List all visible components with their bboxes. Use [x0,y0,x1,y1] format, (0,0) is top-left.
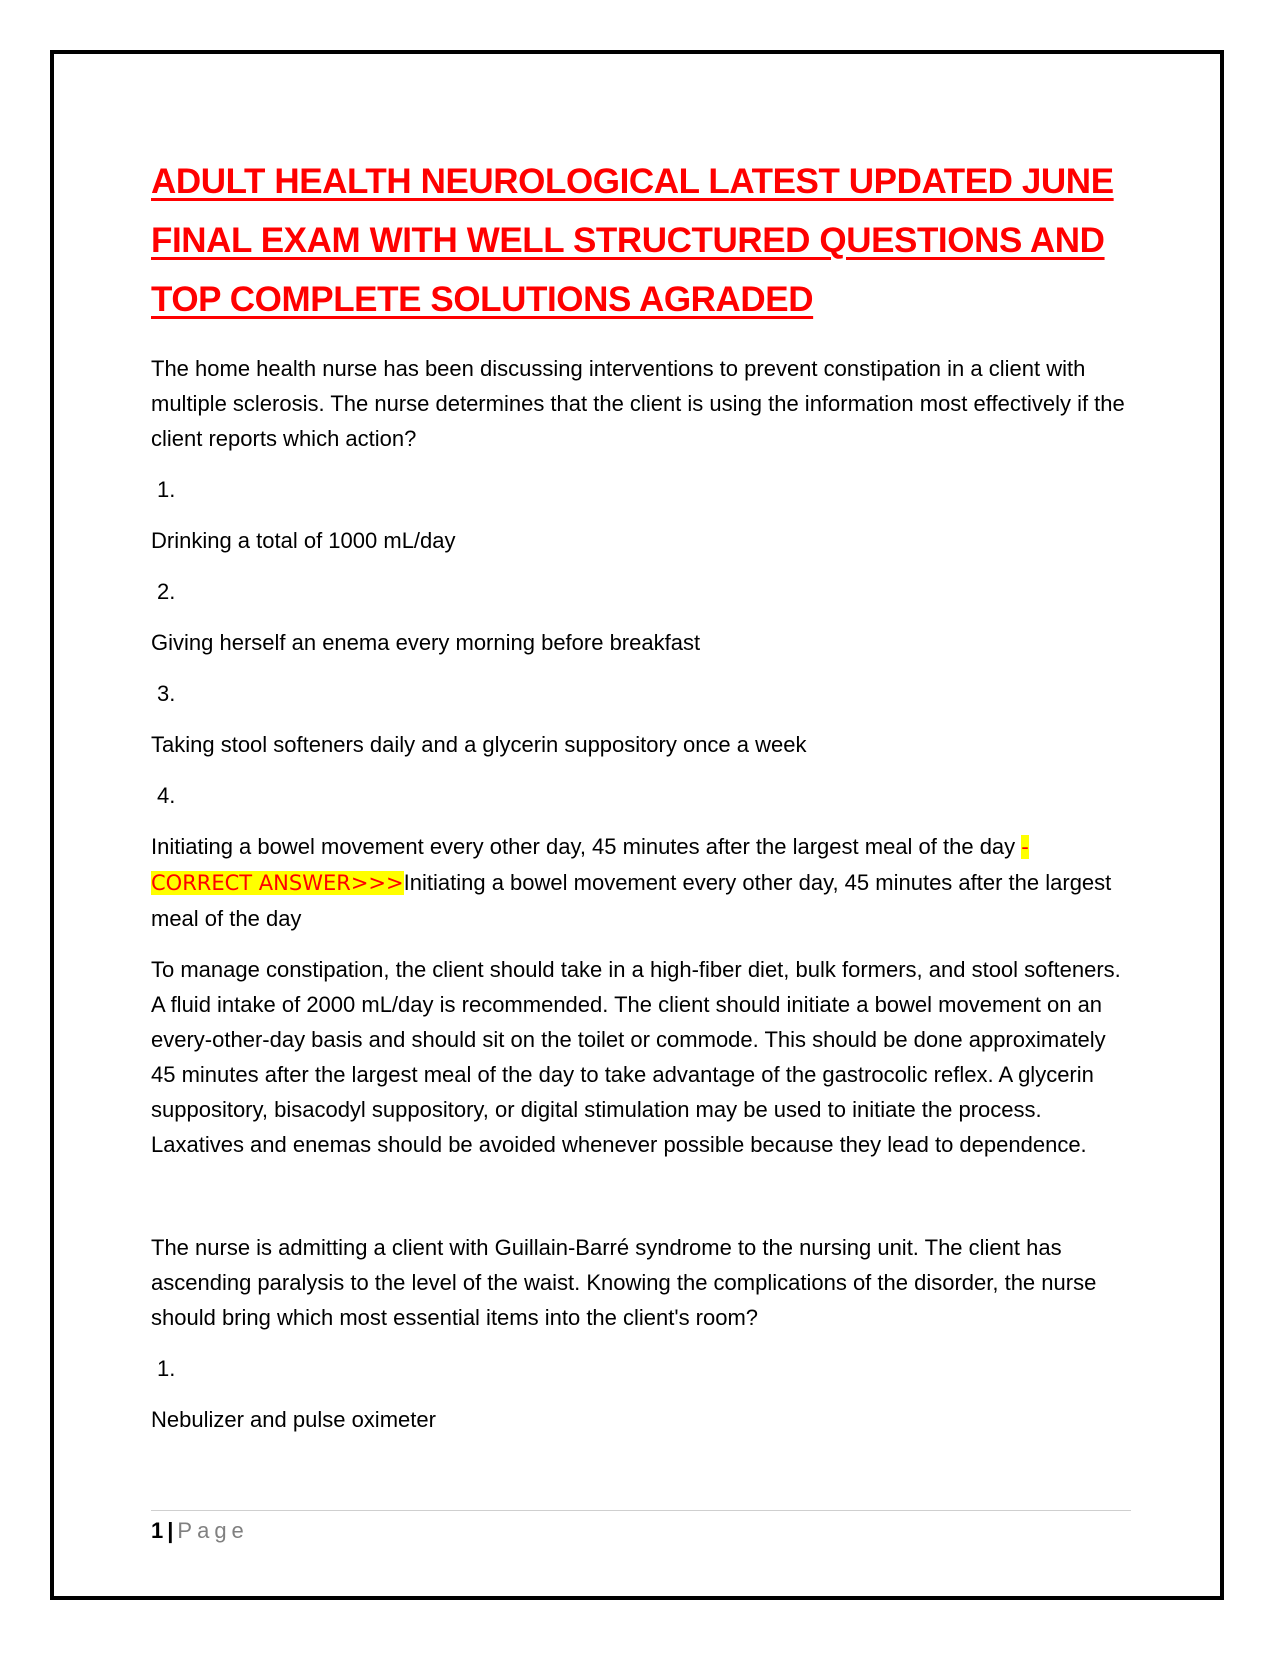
page-number: 1 [151,1518,164,1543]
document-title: ADULT HEALTH NEUROLOGICAL LATEST UPDATED JUNE FINAL EXAM WITH WELL STRUCTURED QUESTIONS AND TOP COMPLETE SOLUTIONS AGRADED [151,162,1114,319]
question-1-stem: The home health nurse has been discussing interventions to prevent constipation in a client with multiple sclerosis. The nurse determines that the client is using the information most effectively if the client reports which action? [151,356,1125,451]
page-separator: | [167,1518,174,1543]
option-number: 2. [157,579,176,604]
page-footer [151,1516,249,1546]
question-1-rationale: To manage constipation, the client should take in a high-fiber diet, bulk formers, and stool softeners. A fluid intake of 2000 mL/day is recommended. The client should initiate a bowel movement on an every-other-day basis and should sit on the toilet or commode. This should be done approximately 45 minutes after the largest meal of the day to take advantage of the gastrocolic reflex. A glycerin suppository, bisacodyl suppository, or digital stimulation may be used to initiate the process. Laxatives and enemas should be avoided whenever possible because they lead to dependence. [151,957,1121,1157]
correct-answer-text: Initiating a bowel movement every other day, 45 minutes after the largest meal of the day [151,870,1112,931]
option-text: Giving herself an enema every morning before breakfast [151,630,701,655]
question-2-stem: The nurse is admitting a client with Guillain-Barré syndrome to the nursing unit. The client has ascending paralysis to the level of the waist. Knowing the complications of the disorder, the nurse should bring which most essential items into the client's room? [151,1235,1097,1330]
correct-answer-marker: - CORRECT ANSWER>>> [151,835,1029,895]
option-text: Drinking a total of 1000 mL/day [151,528,456,553]
option-number: 4. [157,783,176,808]
option-number: 3. [157,681,176,706]
page-label: Page [177,1518,249,1543]
question-1 [151,351,1131,1162]
option-number: 1. [157,1356,176,1381]
option-text: Nebulizer and pulse oximeter [151,1407,436,1432]
section-spacer [151,1178,1131,1230]
question-2 [151,1230,1131,1437]
footer-divider [151,1510,1131,1511]
document-body [151,152,1131,1453]
answer-line [151,829,1131,936]
option-number: 1. [157,477,176,502]
option-text: Taking stool softeners daily and a glycerin suppository once a week [151,732,807,757]
option-text: Initiating a bowel movement every other day, 45 minutes after the largest meal of the day [151,834,1022,859]
